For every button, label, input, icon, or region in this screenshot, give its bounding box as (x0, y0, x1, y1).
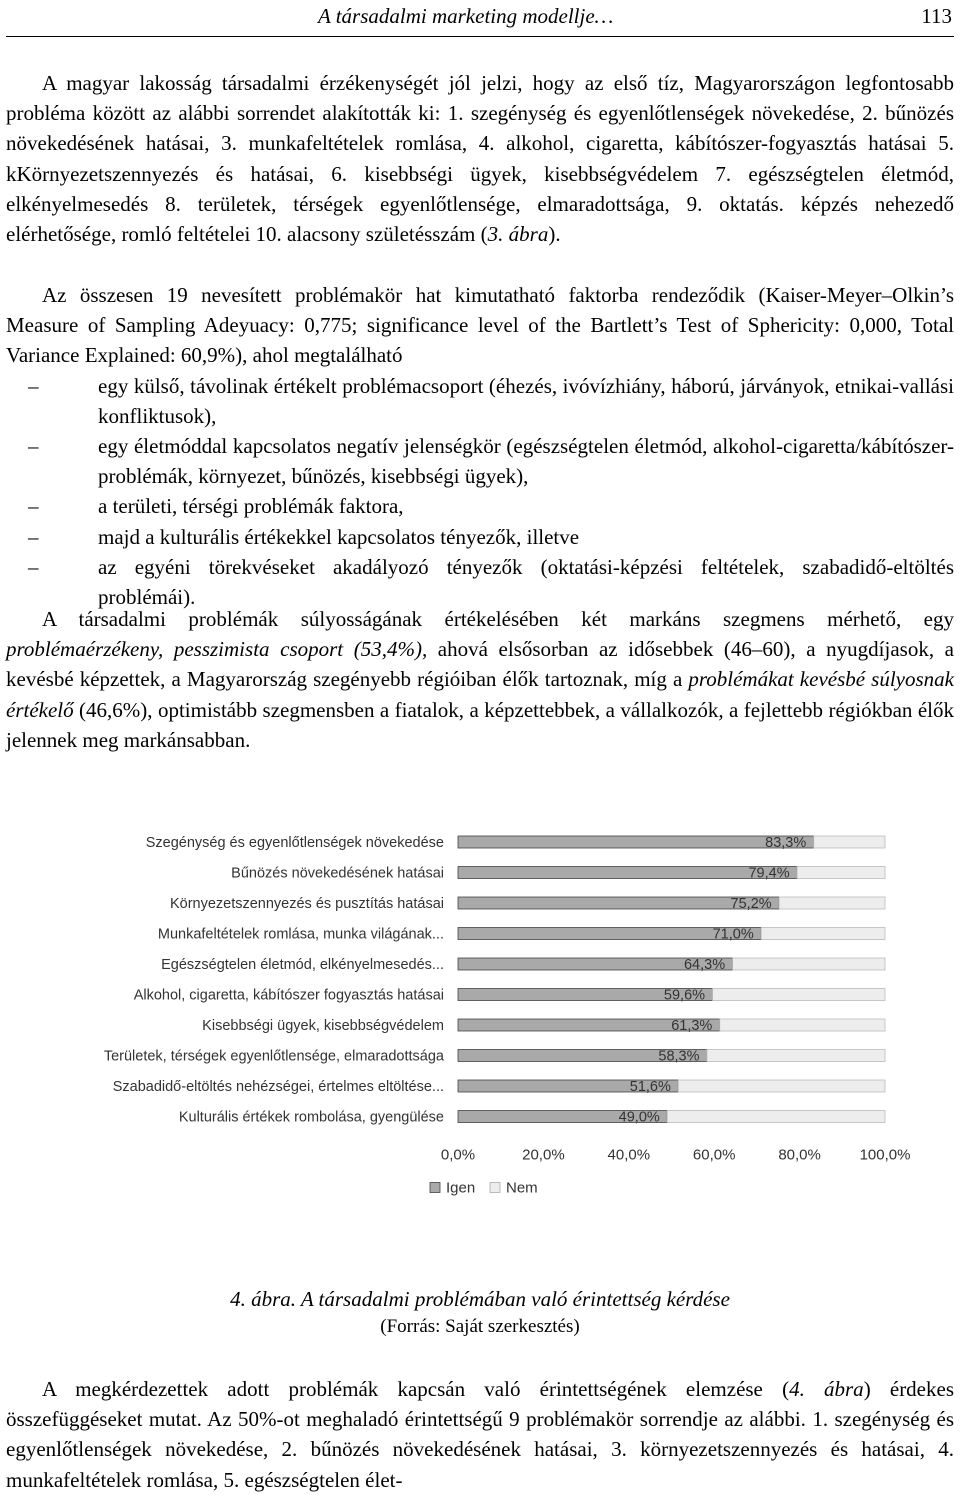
bar-nem (712, 989, 885, 1001)
paragraph-text: ahová elsősorban az idősebbek (46–60), a nyugdíjasok, a kevésbé képzettek, a Magyarország szegényebb régióiban élők tartoznak, míg a (6, 637, 954, 692)
paragraph-text: ) érdekes összefüggéseket mutat. Az 50%-ot meghaladó érintettségű 9 problémakör sorrendje az alábbi. 1. szegénység és egyenlőtlenségek növekedése, 2. bűnözés növekedésének hatásai, 3. környezetszennyezés és hatásai, 4. munkafeltételek romlása, 5. egészségtelen élet- (6, 1377, 954, 1492)
bar-nem (797, 867, 885, 879)
list-item-text: majd a kulturális értékekkel kapcsolatos tényezők, illetve (98, 524, 580, 549)
legend-swatch-igen (430, 1183, 440, 1193)
bar-nem (733, 958, 885, 970)
list-item (6, 431, 954, 491)
list-dash: – (28, 524, 39, 549)
category-label: Kulturális értékek rombolása, gyengülése (178, 1109, 444, 1126)
list-item (6, 522, 954, 552)
bar-igen (458, 836, 814, 848)
figure-caption: 4. ábra. A társadalmi problémában való érintettség kérdése (230, 1287, 730, 1311)
list-dash: – (28, 494, 39, 519)
legend-label-nem: Nem (506, 1179, 538, 1197)
bar-igen (458, 867, 797, 879)
running-title: A társadalmi marketing modellje… (318, 4, 614, 28)
paragraph-end: ). (548, 222, 561, 247)
bar-nem (779, 897, 885, 909)
figure-4-chart (0, 818, 960, 1278)
x-tick-label: 80,0% (778, 1146, 821, 1164)
category-label: Területek, térségek egyenlőtlensége, elmaradottsága (103, 1048, 444, 1065)
legend-label-igen: Igen (446, 1179, 476, 1197)
bar-nem (761, 928, 885, 940)
bar-nem (720, 1019, 885, 1031)
segment-optimist: problémákat kevésbé súlyosnak értékelő (6, 667, 954, 722)
data-label: 71,0% (712, 926, 754, 943)
category-label: Környezetszennyezés és pusztítás hatásai (169, 896, 444, 912)
category-label: Bűnözés növekedésének hatásai (231, 865, 444, 882)
category-label: Kisebbségi ügyek, kisebbségvédelem (202, 1018, 444, 1034)
category-label: Szabadidő-eltöltés nehézségei, értelmes eltöltése... (112, 1079, 444, 1095)
list-item-text: egy külső, távolinak értékelt problémacsoport (éhezés, ivóvízhiány, háború, járványok, etnikai-vallási konfliktusok), (98, 373, 954, 428)
list-item-text: a területi, térségi problémák faktora, (98, 494, 404, 519)
list-item-text: az egyéni törekvéseket akadályozó tényezők (oktatási-képzési feltételek, szabadidő-eltöltés problémái). (98, 554, 954, 610)
figure-reference: 4. ábra (789, 1377, 864, 1401)
data-label: 58,3% (658, 1048, 700, 1065)
bar-nem (678, 1080, 885, 1092)
category-label: Egészségtelen életmód, elkényelmesedés... (161, 957, 444, 973)
x-tick-label: 40,0% (607, 1146, 651, 1164)
list-item (6, 491, 954, 521)
data-label: 64,3% (683, 957, 726, 973)
data-label: 83,3% (765, 835, 807, 851)
paragraph-factor-analysis (6, 280, 954, 612)
data-label: 75,2% (730, 896, 772, 912)
paragraph-text: (46,6%), optimistább szegmensben a fiatalok, a képzettebbek, a vállalkozók, a fejlettebb régiókban élők jelennek meg markánsabban. (6, 697, 954, 752)
paragraph-text: A megkérdezettek adott problémák kapcsán való érintettségének elemzése ( (42, 1377, 790, 1401)
paragraph-text: A társadalmi problémák súlyosságának értékelésében két markáns szegmens mérhető, egy (42, 607, 954, 631)
list-dash: – (28, 434, 39, 459)
data-label: 51,6% (629, 1079, 671, 1095)
data-label: 61,3% (671, 1018, 713, 1034)
paragraph-problem-ranking (6, 68, 954, 249)
figure-reference: 3. ábra (487, 222, 549, 247)
category-label: Alkohol, cigaretta, kábítószer fogyasztás hatásai (133, 987, 444, 1004)
bar-nem (814, 836, 885, 848)
figure-source: (Forrás: Saját szerkesztés) (380, 1316, 580, 1337)
category-label: Szegénység és egyenlőtlenségek növekedése (145, 835, 444, 851)
stacked-bar-chart (0, 818, 960, 1278)
page-number: 113 (921, 4, 952, 28)
x-tick-label: 0,0% (440, 1146, 476, 1164)
bar-nem (707, 1050, 885, 1062)
data-label: 79,4% (748, 865, 790, 882)
list-dash: – (28, 373, 39, 398)
bar-nem (667, 1111, 885, 1123)
data-label: 59,6% (663, 987, 706, 1004)
category-label: Munkafeltételek romlása, munka világának... (157, 926, 444, 943)
paragraph-text: A magyar lakosság társadalmi érzékenységét jól jelzi, hogy az első tíz, Magyarországon legfontosabb probléma között az alábbi sorrendet alakították ki: 1. szegénység és egyenlőtlenségek növekedése, 2. bűnözés növekedésének hatásai, 3. munkafeltételek romlása, 4. alkohol, cigaretta, kábítószer-fogyasztás hatásai 5. kKörnyezetszennyezés és hatásai, 6. kisebbségi ügyek, kisebbségvédelem 7. egészségtelen életmód, elkényelmesedés 8. területek, térségek egyenlőtlensége, elmaradottsága, 9. oktatás. képzés nehezedő elérhetősége, romló feltételei 10. alacsony születésszám ( (6, 71, 954, 247)
paragraph-text: Az összesen 19 nevesített problémakör hat kimutatható faktorba rendeződik (Kaiser-Meyer–Olkin’s Measure of Sampling Adeyuacy: 0,775; significance level of the Bartlett’s Test of Sphericity: 0,000, Total Variance Explained: 60,9%), ahol megtalálható (6, 283, 954, 368)
paragraph-segments (6, 604, 954, 755)
page-header (6, 0, 954, 37)
legend-swatch-nem (490, 1183, 500, 1193)
segment-pessimist: problémaérzékeny, pesszimista csoport (53,4%), (6, 637, 428, 662)
list-dash: – (28, 554, 39, 579)
x-tick-label: 60,0% (692, 1146, 736, 1164)
list-item-text: egy életmóddal kapcsolatos negatív jelenségkör (egészségtelen életmód, alkohol-cigaretta/kábítószer-problémák, környezet, bűnözés, kisebbségi ügyek), (98, 434, 954, 489)
x-tick-label: 100,0% (859, 1146, 911, 1164)
data-label: 49,0% (618, 1109, 660, 1126)
paragraph-involvement (6, 1374, 954, 1495)
x-tick-label: 20,0% (522, 1146, 565, 1164)
factor-list (6, 371, 954, 613)
list-item (6, 371, 954, 431)
